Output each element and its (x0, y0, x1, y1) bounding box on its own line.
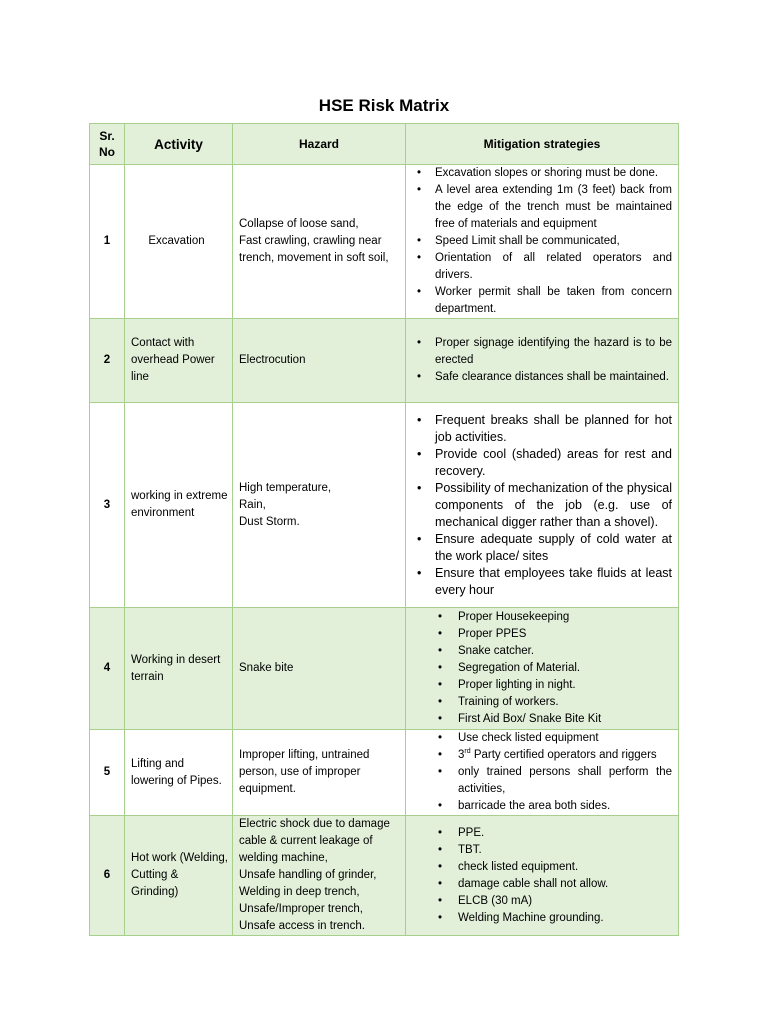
header-sr-no (90, 124, 125, 165)
mitigation-item: • A level area extending 1m (3 feet) back from the edge of the trench must be maintained free of materials and equipment (412, 182, 672, 233)
hazard-cell (233, 730, 406, 816)
table-row (90, 730, 679, 816)
header-sr-line: Sr. (99, 129, 115, 143)
hazard-line: Unsafe handling of grinder, (239, 869, 377, 881)
mitigation-cell (406, 165, 679, 319)
mitigation-item: • Segregation of Material. (412, 660, 672, 677)
mitigation-item: • Proper Housekeeping (412, 609, 672, 626)
row-number: 3 (90, 403, 125, 608)
table-row (90, 165, 679, 319)
hazard-line: Improper lifting, untrained person, use of improper equipment. (239, 749, 370, 795)
hazard-line: Rain, (239, 498, 266, 511)
hazard-cell (233, 319, 406, 403)
header-activity: Activity (125, 124, 233, 165)
mitigation-item: • PPE. (412, 825, 672, 842)
mitigation-item: • Speed Limit shall be communicated, (412, 233, 672, 250)
mitigation-list (412, 412, 672, 599)
mitigation-item: • ELCB (30 mA) (412, 893, 672, 910)
mitigation-list (412, 165, 672, 318)
mitigation-cell (406, 403, 679, 608)
hazard-cell (233, 165, 406, 319)
hazard-line: Snake bite (239, 662, 294, 674)
mitigation-cell (406, 816, 679, 936)
header-no-line: No (99, 145, 115, 159)
hazard-line: Dust Storm. (239, 515, 300, 528)
hazard-line: Unsafe/Improper trench, (239, 903, 364, 915)
mitigation-item: • only trained persons shall perform the activities, (412, 764, 672, 798)
mitigation-item: • Snake catcher. (412, 643, 672, 660)
mitigation-item: • Proper signage identifying the hazard is to be erected (412, 335, 672, 369)
mitigation-item: • Provide cool (shaded) areas for rest and recovery. (412, 446, 672, 480)
mitigation-item: • TBT. (412, 842, 672, 859)
row-number: 1 (90, 165, 125, 319)
mitigation-item: • damage cable shall not allow. (412, 876, 672, 893)
row-number: 2 (90, 319, 125, 403)
mitigation-cell (406, 730, 679, 816)
activity-cell: Working in desert terrain (125, 608, 233, 730)
hazard-cell (233, 608, 406, 730)
mitigation-item: • Excavation slopes or shoring must be done. (412, 165, 672, 182)
mitigation-item: • Use check listed equipment (412, 730, 672, 747)
table-header-row (90, 124, 679, 165)
mitigation-item: • Frequent breaks shall be planned for hot job activities. (412, 412, 672, 446)
activity-cell: Hot work (Welding, Cutting & Grinding) (125, 816, 233, 936)
mitigation-item: • barricade the area both sides. (412, 798, 672, 815)
activity-cell: Lifting and lowering of Pipes. (125, 730, 233, 816)
mitigation-list (412, 609, 672, 728)
mitigation-item: • Worker permit shall be taken from concern department. (412, 284, 672, 318)
mitigation-item: • Ensure that employees take fluids at least every hour (412, 565, 672, 599)
mitigation-item: • Safe clearance distances shall be maintained. (412, 369, 672, 386)
hazard-line: Fast crawling, crawling near trench, movement in soft soil, (239, 235, 389, 264)
row-number: 4 (90, 608, 125, 730)
hazard-line: Welding in deep trench, (239, 886, 360, 898)
hazard-line: Electrocution (239, 354, 306, 366)
mitigation-list (412, 825, 672, 927)
mitigation-item: • Training of workers. (412, 694, 672, 711)
table-row (90, 608, 679, 730)
mitigation-item: • Welding Machine grounding. (412, 910, 672, 927)
mitigation-item: • Proper lighting in night. (412, 677, 672, 694)
row-number: 5 (90, 730, 125, 816)
mitigation-item: • Possibility of mechanization of the physical components of the job (e.g. use of mechanical digger rather than a shovel). (412, 480, 672, 531)
mitigation-item: • check listed equipment. (412, 859, 672, 876)
hazard-cell (233, 816, 406, 936)
activity-cell: working in extreme environment (125, 403, 233, 608)
table-row (90, 816, 679, 936)
table-row (90, 403, 679, 608)
row-number: 6 (90, 816, 125, 936)
hazard-cell (233, 403, 406, 608)
mitigation-list (412, 730, 672, 815)
hazard-line: Unsafe access in trench. (239, 920, 365, 932)
risk-matrix-table (89, 123, 679, 936)
header-mitigation: Mitigation strategies (406, 124, 679, 165)
mitigation-item: • Ensure adequate supply of cold water at the work place/ sites (412, 531, 672, 565)
document-title: HSE Risk Matrix (318, 96, 450, 115)
mitigation-list (412, 335, 672, 386)
activity-cell: Excavation (125, 165, 233, 319)
hazard-line: Electric shock due to damage cable & current leakage of welding machine, (239, 818, 390, 864)
mitigation-item: • Proper PPES (412, 626, 672, 643)
mitigation-item: • 3rd Party certified operators and riggers (412, 747, 672, 764)
mitigation-cell (406, 608, 679, 730)
activity-cell: Contact with overhead Power line (125, 319, 233, 403)
table-row (90, 319, 679, 403)
hazard-line: High temperature, (239, 481, 332, 494)
mitigation-cell (406, 319, 679, 403)
mitigation-item: • First Aid Box/ Snake Bite Kit (412, 711, 672, 728)
mitigation-item: • Orientation of all related operators and drivers. (412, 250, 672, 284)
header-hazard: Hazard (233, 124, 406, 165)
hazard-line: Collapse of loose sand, (239, 218, 359, 230)
